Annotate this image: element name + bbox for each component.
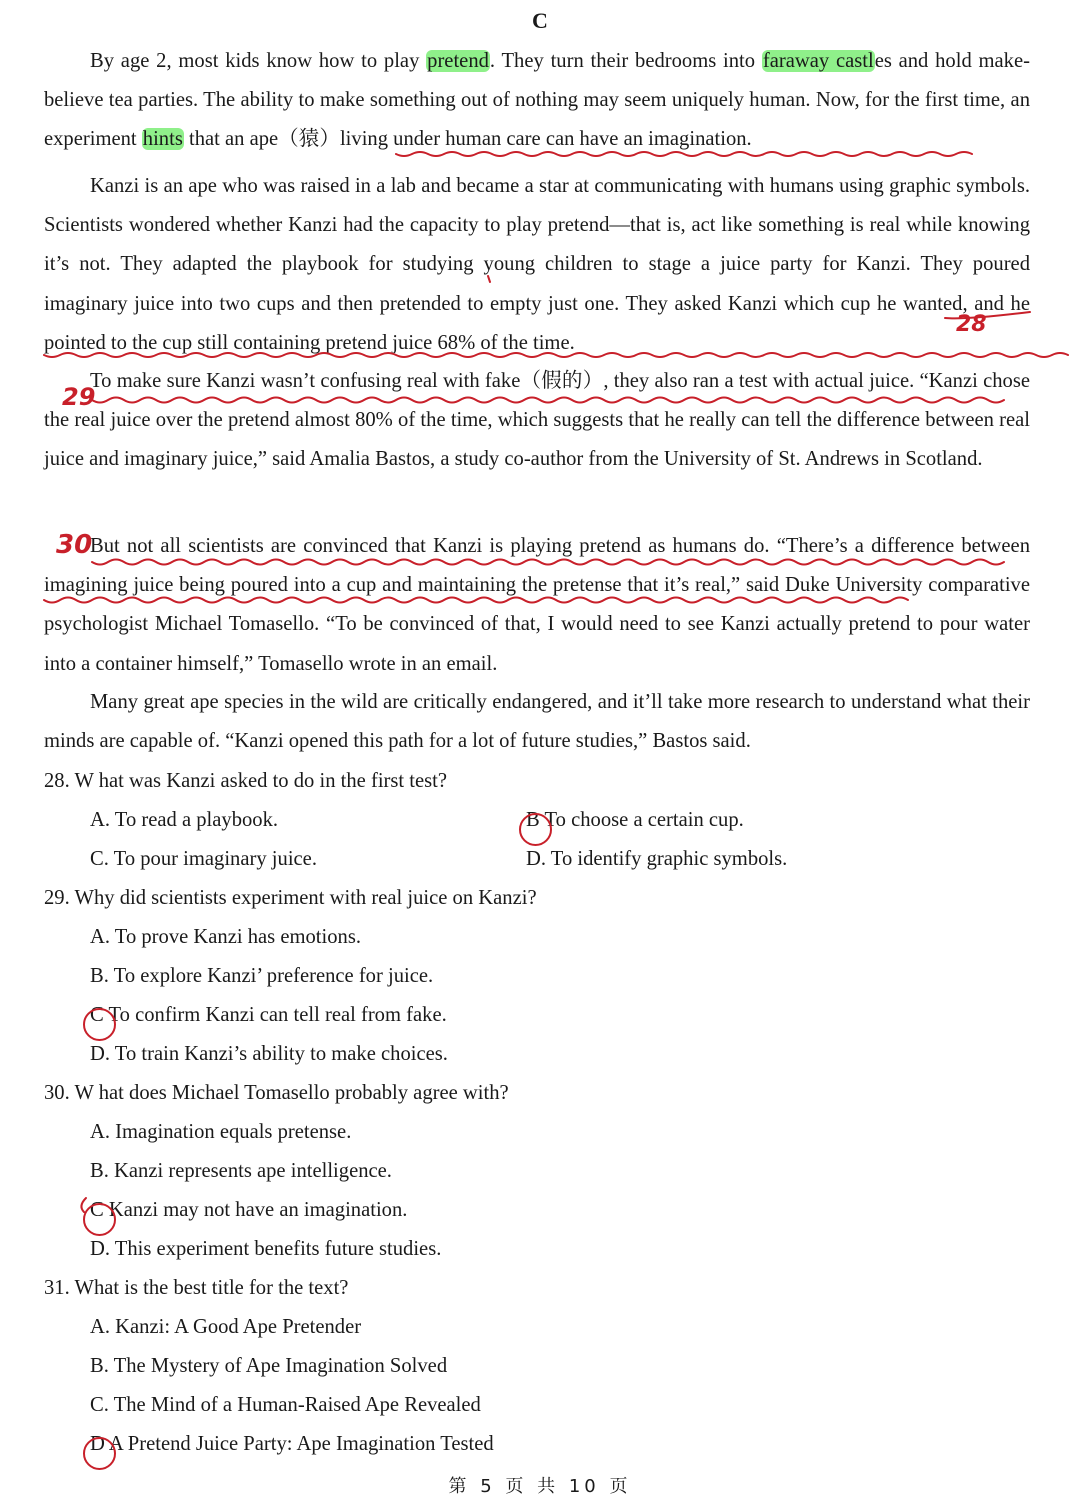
underline-p1-line3	[396, 152, 972, 156]
underline-p3-line1	[92, 398, 1004, 403]
handwritten-question-number-30: 30	[56, 530, 93, 560]
question-28-option-a: A. To read a playbook.	[90, 809, 279, 831]
question-31-option-c: C. The Mind of a Human-Raised Ape Revealed	[90, 1394, 481, 1416]
red-circle-icon	[83, 1437, 116, 1470]
question-30-option-c: C Kanzi may not have an imagination.	[90, 1191, 407, 1230]
answer-circle-b: B	[526, 809, 540, 831]
question-29-option-b: B. To explore Kanzi’ preference for juice.	[90, 965, 434, 987]
question-30-option-a: A. Imagination equals pretense.	[90, 1121, 352, 1143]
question-30-option-b: B. Kanzi represents ape intelligence.	[90, 1160, 392, 1182]
question-31-option-b: B. The Mystery of Ape Imagination Solved	[90, 1355, 448, 1377]
question-31-option-d: D A Pretend Juice Party: Ape Imagination Tested	[90, 1425, 494, 1464]
question-30-stem: 30. W hat does Michael Tomasello probably agree with?	[44, 1082, 509, 1104]
handwritten-question-number-28: 28	[956, 312, 987, 337]
passage-paragraph-3: To make sure Kanzi wasn’t confusing real with fake（假的）, they also ran a test with actual juice. “Kanzi chose the real juice over the pretend almost 80% of the time, which suggests that he really can tell the difference between real juice and imaginary juice,” said Amalia Bastos, a study co-author from the University of St. Andrews in Scotland.	[44, 370, 1030, 471]
tick-mark-adapted	[488, 276, 490, 282]
answer-circle-d: D	[90, 1433, 105, 1455]
question-31-stem: 31. What is the best title for the text?	[44, 1277, 349, 1299]
handwritten-question-number-29: 29	[62, 383, 96, 411]
answer-circle-c: C	[90, 1199, 104, 1221]
underline-p4-line2	[44, 598, 908, 603]
question-28-stem: 28. W hat was Kanzi asked to do in the first test?	[44, 770, 448, 792]
question-28-option-d: D. To identify graphic symbols.	[526, 848, 788, 870]
highlight-pretend: pretend	[427, 50, 489, 72]
passage-paragraph-4: But not all scientists are convinced that Kanzi is playing pretend as humans do. “There’s a difference between imagining juice being poured into a cup and maintaining the pretense that it’s real,” said Duke University comparative psychologist Michael Tomasello. “To be convinced of that, I would need to see Kanzi actually pretend to pour water into a container himself,” Tomasello wrote in an email.	[44, 535, 1030, 675]
question-29-option-a: A. To prove Kanzi has emotions.	[90, 926, 361, 948]
question-28-option-b: B To choose a certain cup.	[526, 801, 744, 840]
question-29-option-c: C To confirm Kanzi can tell real from fake.	[90, 996, 447, 1035]
underline-p4-line1	[92, 560, 1004, 565]
answer-circle-c: C	[90, 1004, 104, 1026]
passage-paragraph-1: By age 2, most kids know how to play pretend. They turn their bedrooms into faraway castles and hold make-believe tea parties. The ability to make something out of nothing may seem uniquely human. Now, for the first time, an experiment hints that an ape（猿）living under human care can have an imagination.	[44, 50, 1030, 151]
section-letter: C	[532, 8, 548, 33]
question-30-option-d: D. This experiment benefits future studies.	[90, 1238, 442, 1260]
question-31-option-a: A. Kanzi: A Good Ape Pretender	[90, 1316, 362, 1338]
page-footer: 第 5 页 共 10 页	[448, 1476, 632, 1497]
question-29-stem: 29. Why did scientists experiment with real juice on Kanzi?	[44, 887, 537, 909]
underline-p2-line5	[44, 353, 1068, 357]
highlight-faraway-castles: faraway castl	[762, 50, 874, 72]
passage-paragraph-2: Kanzi is an ape who was raised in a lab and became a star at communicating with humans using graphic symbols. Scientists wondered whether Kanzi had the capacity to play pretend—that is, act like something is real while knowing it’s not. They adapted the playbook for studying young children to stage a juice party for Kanzi. They poured imaginary juice into two cups and then pretended to empty just one. They asked Kanzi which cup he wanted, and he pointed to the cup still containing pretend juice 68% of the time.	[44, 175, 1030, 354]
passage-paragraph-5: Many great ape species in the wild are critically endangered, and it’ll take more research to understand what their minds are capable of. “Kanzi opened this path for a lot of future studies,” Bastos said.	[44, 691, 1030, 753]
question-29-option-d: D. To train Kanzi’s ability to make choices.	[90, 1043, 448, 1065]
highlight-hints: hints	[142, 128, 183, 151]
question-28-option-c: C. To pour imaginary juice.	[90, 848, 317, 870]
